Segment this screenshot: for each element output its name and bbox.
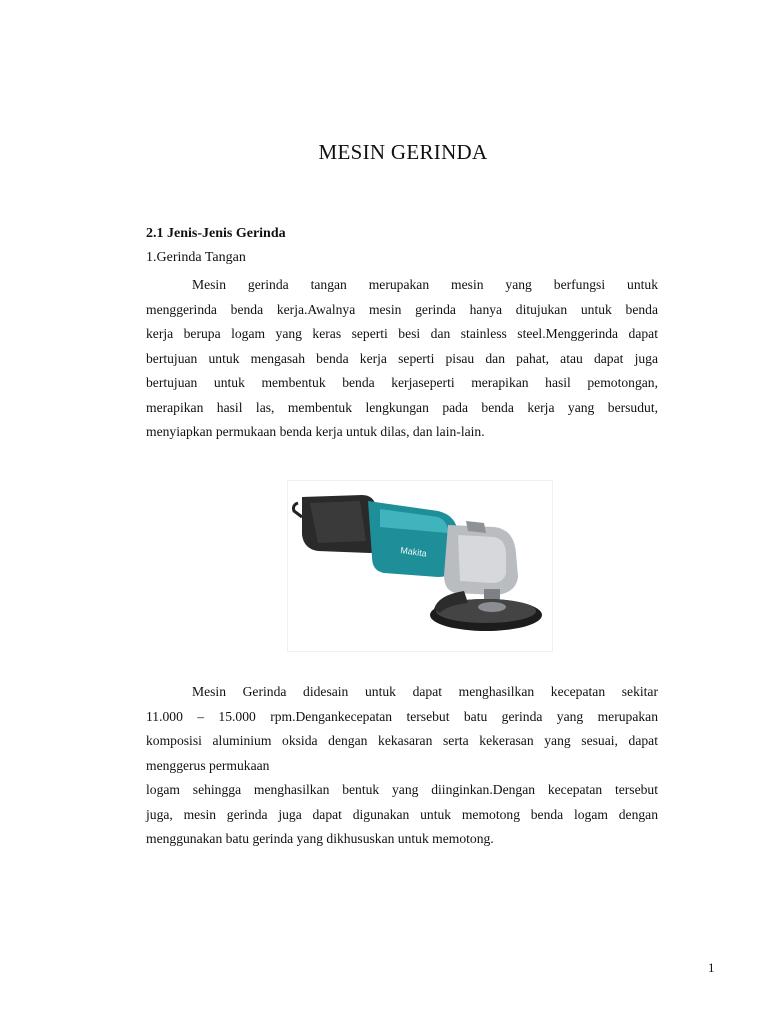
paragraph-line: komposisi aluminium oksida dengan kekasaran serta kekerasan yang sesuai, dapat bbox=[146, 733, 658, 748]
paragraph-line: bertujuan untuk membentuk benda kerjaseperti merapikan hasil pemotongan, bbox=[146, 375, 658, 390]
paragraph-line: logam sehingga menghasilkan bentuk yang diinginkan.Dengan kecepatan tersebut bbox=[146, 782, 658, 797]
paragraph-line: menggerinda benda kerja.Awalnya mesin gerinda hanya ditujukan untuk benda bbox=[146, 301, 658, 317]
sub-heading: 1.Gerinda Tangan bbox=[146, 250, 246, 265]
paragraph-kecepatan bbox=[146, 680, 658, 852]
paragraph-line: kerja berupa logam yang keras seperti besi dan stainless steel.Menggerinda dapat bbox=[146, 326, 658, 341]
paragraph-line: menggerus permukaan bbox=[146, 757, 270, 773]
paragraph-line: Mesin gerinda tangan merupakan mesin yang berfungsi untuk bbox=[192, 277, 658, 292]
page-number: 1 bbox=[708, 960, 715, 975]
document-title: MESIN GERINDA bbox=[318, 140, 488, 164]
paragraph-line: bertujuan untuk mengasah benda kerja seperti pisau dan pahat, atau dapat juga bbox=[146, 350, 658, 366]
paragraph-line: merapikan hasil las, membentuk lengkungan pada benda kerja yang bersudut, bbox=[146, 399, 658, 415]
paragraph-line: juga, mesin gerinda juga dapat digunakan untuk memotong benda logam dengan bbox=[146, 806, 658, 822]
paragraph-line: Mesin Gerinda didesain untuk dapat menghasilkan kecepatan sekitar bbox=[192, 684, 658, 699]
grinder-figure bbox=[287, 480, 553, 652]
paragraph-gerinda-tangan bbox=[146, 273, 658, 445]
grinder-brand-label: Makita bbox=[399, 545, 428, 559]
paragraph-line: menyiapkan permukaan benda kerja untuk dilas, dan lain-lain. bbox=[146, 424, 485, 439]
paragraph-line: menggunakan batu gerinda yang dikhususkan untuk memotong. bbox=[146, 831, 494, 846]
section-heading: 2.1 Jenis-Jenis Gerinda bbox=[146, 226, 286, 241]
paragraph-line: 11.000 – 15.000 rpm.Dengankecepatan tersebut batu gerinda yang merupakan bbox=[146, 708, 658, 724]
angle-grinder-icon bbox=[288, 481, 552, 651]
